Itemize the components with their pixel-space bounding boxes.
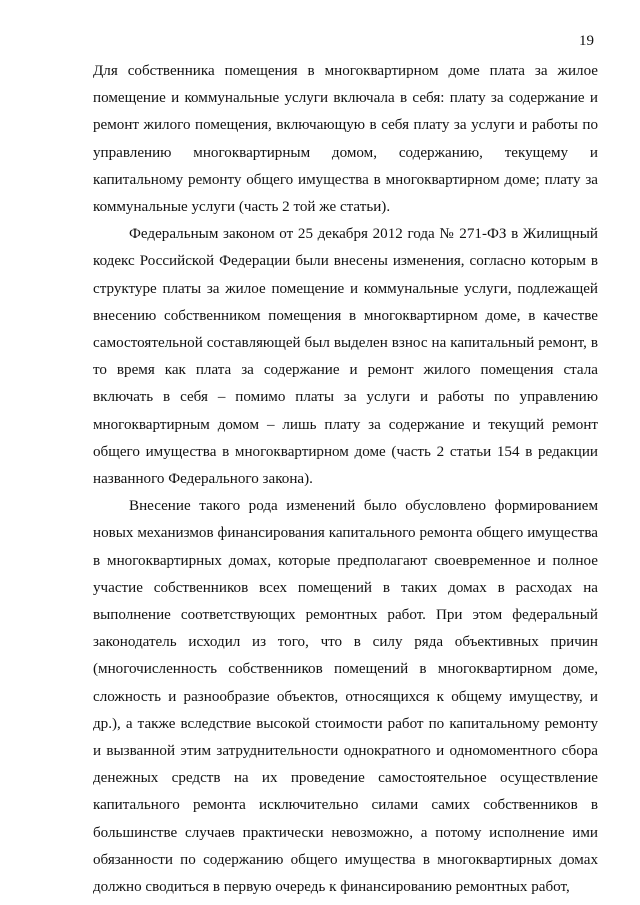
page-number: 19 bbox=[579, 33, 594, 49]
document-body bbox=[93, 58, 598, 901]
paragraph-1: Для собственника помещения в многоквартирном доме плата за жилое помещение и коммунальные услуги включала в себя: плату за содержание и ремонт жилого помещения, включающую в себя плату за услуги и работы по управлению многоквартирным домом, содержанию, текущему и капитальному ремонту общего имущества в многоквартирном доме; плату за коммунальные услуги (часть 2 той же статьи). bbox=[93, 63, 598, 216]
paragraph-2: Федеральным законом от 25 декабря 2012 года № 271-ФЗ в Жилищный кодекс Российской Федерации были внесены изменения, согласно которым в структуре платы за жилое помещение и коммунальные услуги, подлежащей внесению собственником помещения в многоквартирном доме, в качестве самостоятельной составляющей был выделен взнос на капитальный ремонт, в то время как плата за содержание и ремонт жилого помещения стала включать в себя – помимо платы за услуги и работы по управлению многоквартирным домом – лишь плату за содержание и текущий ремонт общего имущества в многоквартирном доме (часть 2 статьи 154 в редакции названного Федерального закона). bbox=[93, 226, 598, 488]
paragraph-3: Внесение такого рода изменений было обусловлено формированием новых механизмов финансирования капитального ремонта общего имущества в многоквартирных домах, которые предполагают своевременное и полное участие собственников всех помещений в таких домах в расходах на выполнение соответствующих ремонтных работ. При этом федеральный законодатель исходил из того, что в силу ряда объективных причин (многочисленность собственников помещений в многоквартирном доме, сложность и разнообразие объектов, относящихся к общему имуществу, и др.), а также вследствие высокой стоимости работ по капитальному ремонту и вызванной этим затруднительности однократного и одномоментного сбора денежных средств на их проведение самостоятельное осуществление капитального ремонта исключительно силами самих собственников в большинстве случаев практически невозможно, а потому исполнение ими обязанности по содержанию общего имущества в многоквартирных домах должно сводиться в первую очередь к финансированию ремонтных работ, bbox=[93, 498, 598, 896]
